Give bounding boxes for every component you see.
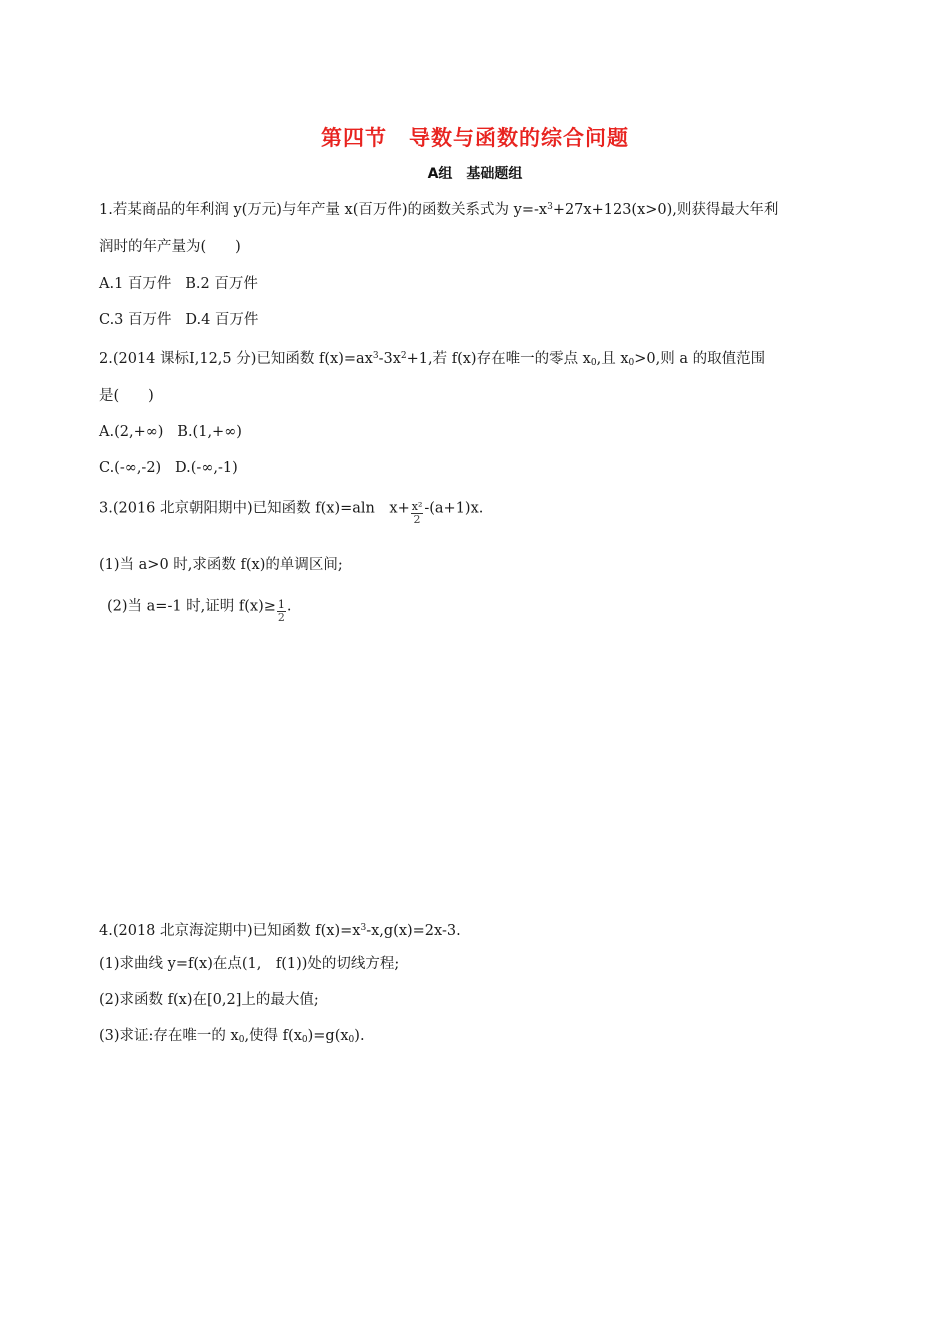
option-d: D.(-∞,-1) [175,460,238,476]
section-title: 第四节 导数与函数的综合问题 [321,126,629,150]
option-c: C.3 百万件 [99,312,172,328]
option-b: B.2 百万件 [185,276,258,292]
question-2-stem: 2.(2014 课标Ⅰ,12,5 分)已知函数 $f(x)=ax^3-3x^2+1$,若 f(x)存在唯一的零点 $x_0$,且 $x_0>0$,则 a 的取值范围 [99,351,766,368]
question-3-part-1: (1)当 a>0 时,求函数 f(x)的单调区间; [99,557,343,573]
question-2-options-row2 [99,458,238,478]
question-4-stem: 4.(2018 北京海淀期中)已知函数 $f(x)=x^3-x,g(x)=2x-3$. [99,923,461,939]
question-3-stem: 3.(2016 北京朝阳期中)已知函数 f(x)=aln x+ $\frac{\text{x²}}{2}$ -(a+1)x. [99,500,484,526]
question-1-stem: 1.若某商品的年利润 y(万元)与年产量 x(百万件)的函数关系式为 $y=-x^3+27x+123(x>0)$,则获得最大年利 [99,202,779,218]
question-4-part-1: (1)求曲线 y=f(x)在点(1, f(1))处的切线方程; [99,956,400,972]
question-1-options-row2 [99,310,258,330]
question-1-stem-cont: 润时的年产量为( ) [99,239,241,255]
question-3-part-2: (2)当 a=-1 时,证明 f(x)≥ $\frac{1}{2}$ . [107,598,292,624]
question-4-part-2: (2)求函数 f(x)在[0,2]上的最大值; [99,992,319,1008]
group-heading: A组 基础题组 [427,166,523,182]
option-d: D.4 百万件 [185,312,259,328]
option-a: A.1 百万件 [99,276,172,292]
question-1-options-row1 [99,274,258,294]
option-a: A.(2,+∞) [99,424,164,440]
question-4-part-3: (3)求证:存在唯一的 $x_0$,使得 $f(x_0)=g(x_0)$. [99,1028,365,1045]
option-b: B.(1,+∞) [177,424,242,440]
question-2-options-row1 [99,422,242,442]
question-2-stem-cont: 是( ) [99,388,154,404]
option-c: C.(-∞,-2) [99,460,162,476]
fraction-x2-over-2: $\frac{\text{x²}}{2}$ [411,500,423,526]
fraction-one-half: $\frac{1}{2}$ [277,598,285,624]
